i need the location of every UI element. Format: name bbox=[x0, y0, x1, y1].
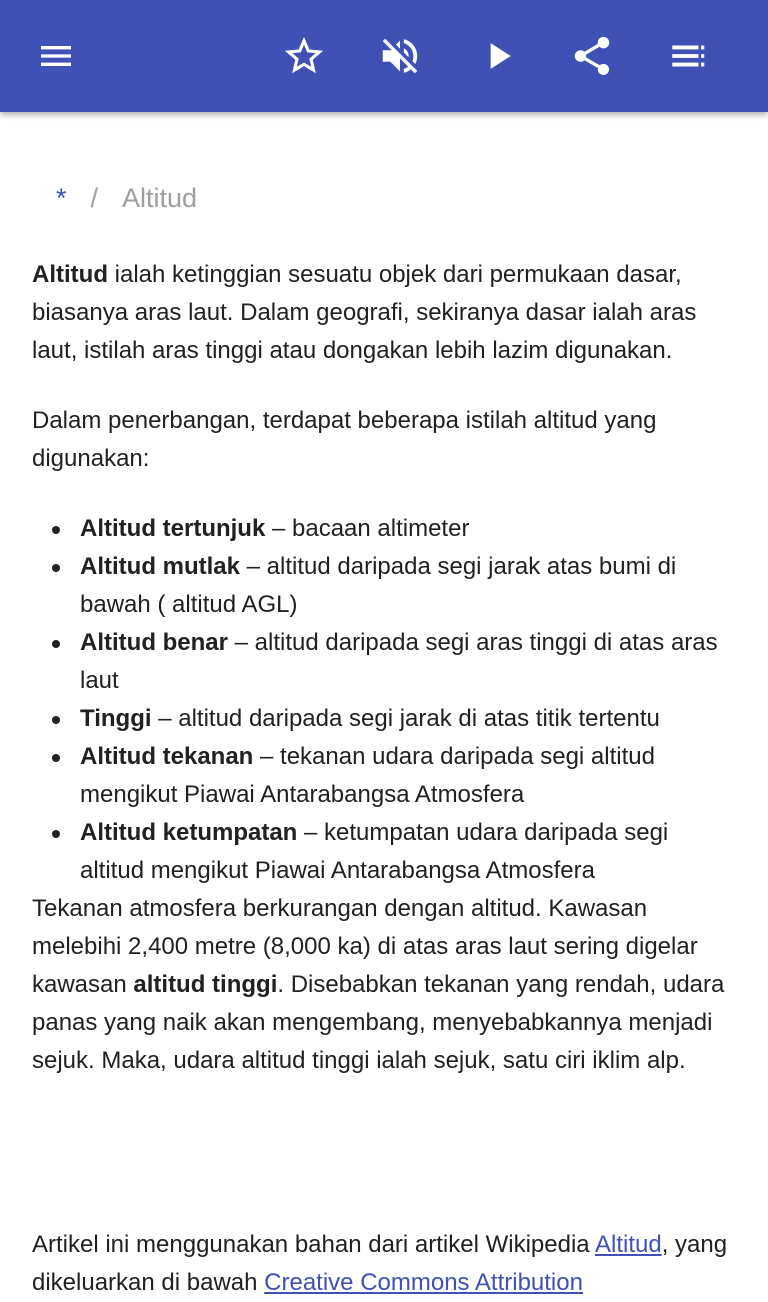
list-item-term: Altitud mutlak bbox=[80, 553, 240, 580]
pressure-paragraph bbox=[32, 890, 736, 1080]
article-content bbox=[32, 160, 736, 1080]
list-item-desc: – tekanan udara daripada segi altitud mengikut Piawai Antarabangsa Atmosfera bbox=[80, 743, 655, 808]
breadcrumb-current: Altitud bbox=[122, 182, 198, 213]
list-item-term: Altitud tekanan bbox=[80, 743, 254, 770]
list-item bbox=[80, 624, 736, 700]
list-item bbox=[80, 814, 736, 890]
breadcrumb bbox=[32, 160, 736, 236]
play-button[interactable] bbox=[470, 28, 526, 84]
list-item-desc: – altitud daripada segi aras tinggi di atas aras laut bbox=[80, 629, 718, 694]
menu-icon bbox=[36, 36, 76, 76]
list-item bbox=[80, 700, 736, 738]
attribution-text-middle: , yang dikeluarkan di bawah bbox=[32, 1231, 728, 1296]
star-icon bbox=[281, 33, 327, 79]
list-item bbox=[80, 738, 736, 814]
list-item bbox=[80, 548, 736, 624]
list-item-term: Altitud ketumpatan bbox=[80, 819, 298, 846]
menu-button[interactable] bbox=[28, 28, 84, 84]
favorite-button[interactable] bbox=[276, 28, 332, 84]
play-icon bbox=[476, 34, 520, 78]
share-icon bbox=[569, 33, 615, 79]
app-bar bbox=[0, 0, 768, 112]
list-item-desc: – altitud daripada segi jarak di atas titik tertentu bbox=[151, 705, 660, 732]
list-item-desc: – bacaan altimeter bbox=[265, 515, 470, 542]
list-item bbox=[80, 510, 736, 548]
intro-text: ialah ketinggian sesuatu objek dari permukaan dasar, biasanya aras laut. Dalam geografi, sekiranya dasar ialah aras laut, istilah aras tinggi atau dongakan lebih lazim digunakan. bbox=[32, 261, 697, 364]
license-link[interactable]: Creative Commons Attribution bbox=[264, 1269, 583, 1296]
list-item-desc: – altitud daripada segi jarak atas bumi di bawah ( altitud AGL) bbox=[80, 553, 677, 618]
intro-paragraph bbox=[32, 256, 736, 370]
pressure-text-after: . Disebabkan tekanan yang rendah, udara panas yang naik akan mengembang, menyebabkannya menjadi sejuk. Maka, udara altitud tinggi ialah sejuk, satu ciri iklim alp. bbox=[32, 971, 725, 1074]
playlist-icon bbox=[667, 35, 709, 77]
pressure-text-before: Tekanan atmosfera berkurangan dengan altitud. Kawasan melebihi 2,400 metre (8,000 ka) di atas aras laut sering digelar kawasan bbox=[32, 895, 698, 998]
intro-term: Altitud bbox=[32, 261, 108, 288]
contents-button[interactable] bbox=[660, 28, 716, 84]
list-item-term: Altitud benar bbox=[80, 629, 228, 656]
attribution-paragraph bbox=[32, 1226, 742, 1302]
wikipedia-article-link[interactable]: Altitud bbox=[594, 1231, 662, 1258]
aviation-paragraph: Dalam penerbangan, terdapat beberapa istilah altitud yang digunakan: bbox=[32, 407, 657, 472]
breadcrumb-home[interactable]: * bbox=[56, 182, 67, 213]
breadcrumb-separator: / bbox=[90, 182, 99, 213]
volume-off-icon bbox=[377, 33, 423, 79]
list-item-term: Altitud tertunjuk bbox=[80, 515, 266, 542]
mute-button[interactable] bbox=[372, 28, 428, 84]
attribution-text: Artikel ini menggunakan bahan dari artikel Wikipedia bbox=[32, 1231, 595, 1258]
high-altitude-term: altitud tinggi bbox=[133, 971, 278, 998]
list-item-desc: – ketumpatan udara daripada segi altitud mengikut Piawai Antarabangsa Atmosfera bbox=[80, 819, 669, 884]
share-button[interactable] bbox=[564, 28, 620, 84]
list-item-term: Tinggi bbox=[80, 705, 152, 732]
altitude-types-list bbox=[32, 510, 736, 890]
